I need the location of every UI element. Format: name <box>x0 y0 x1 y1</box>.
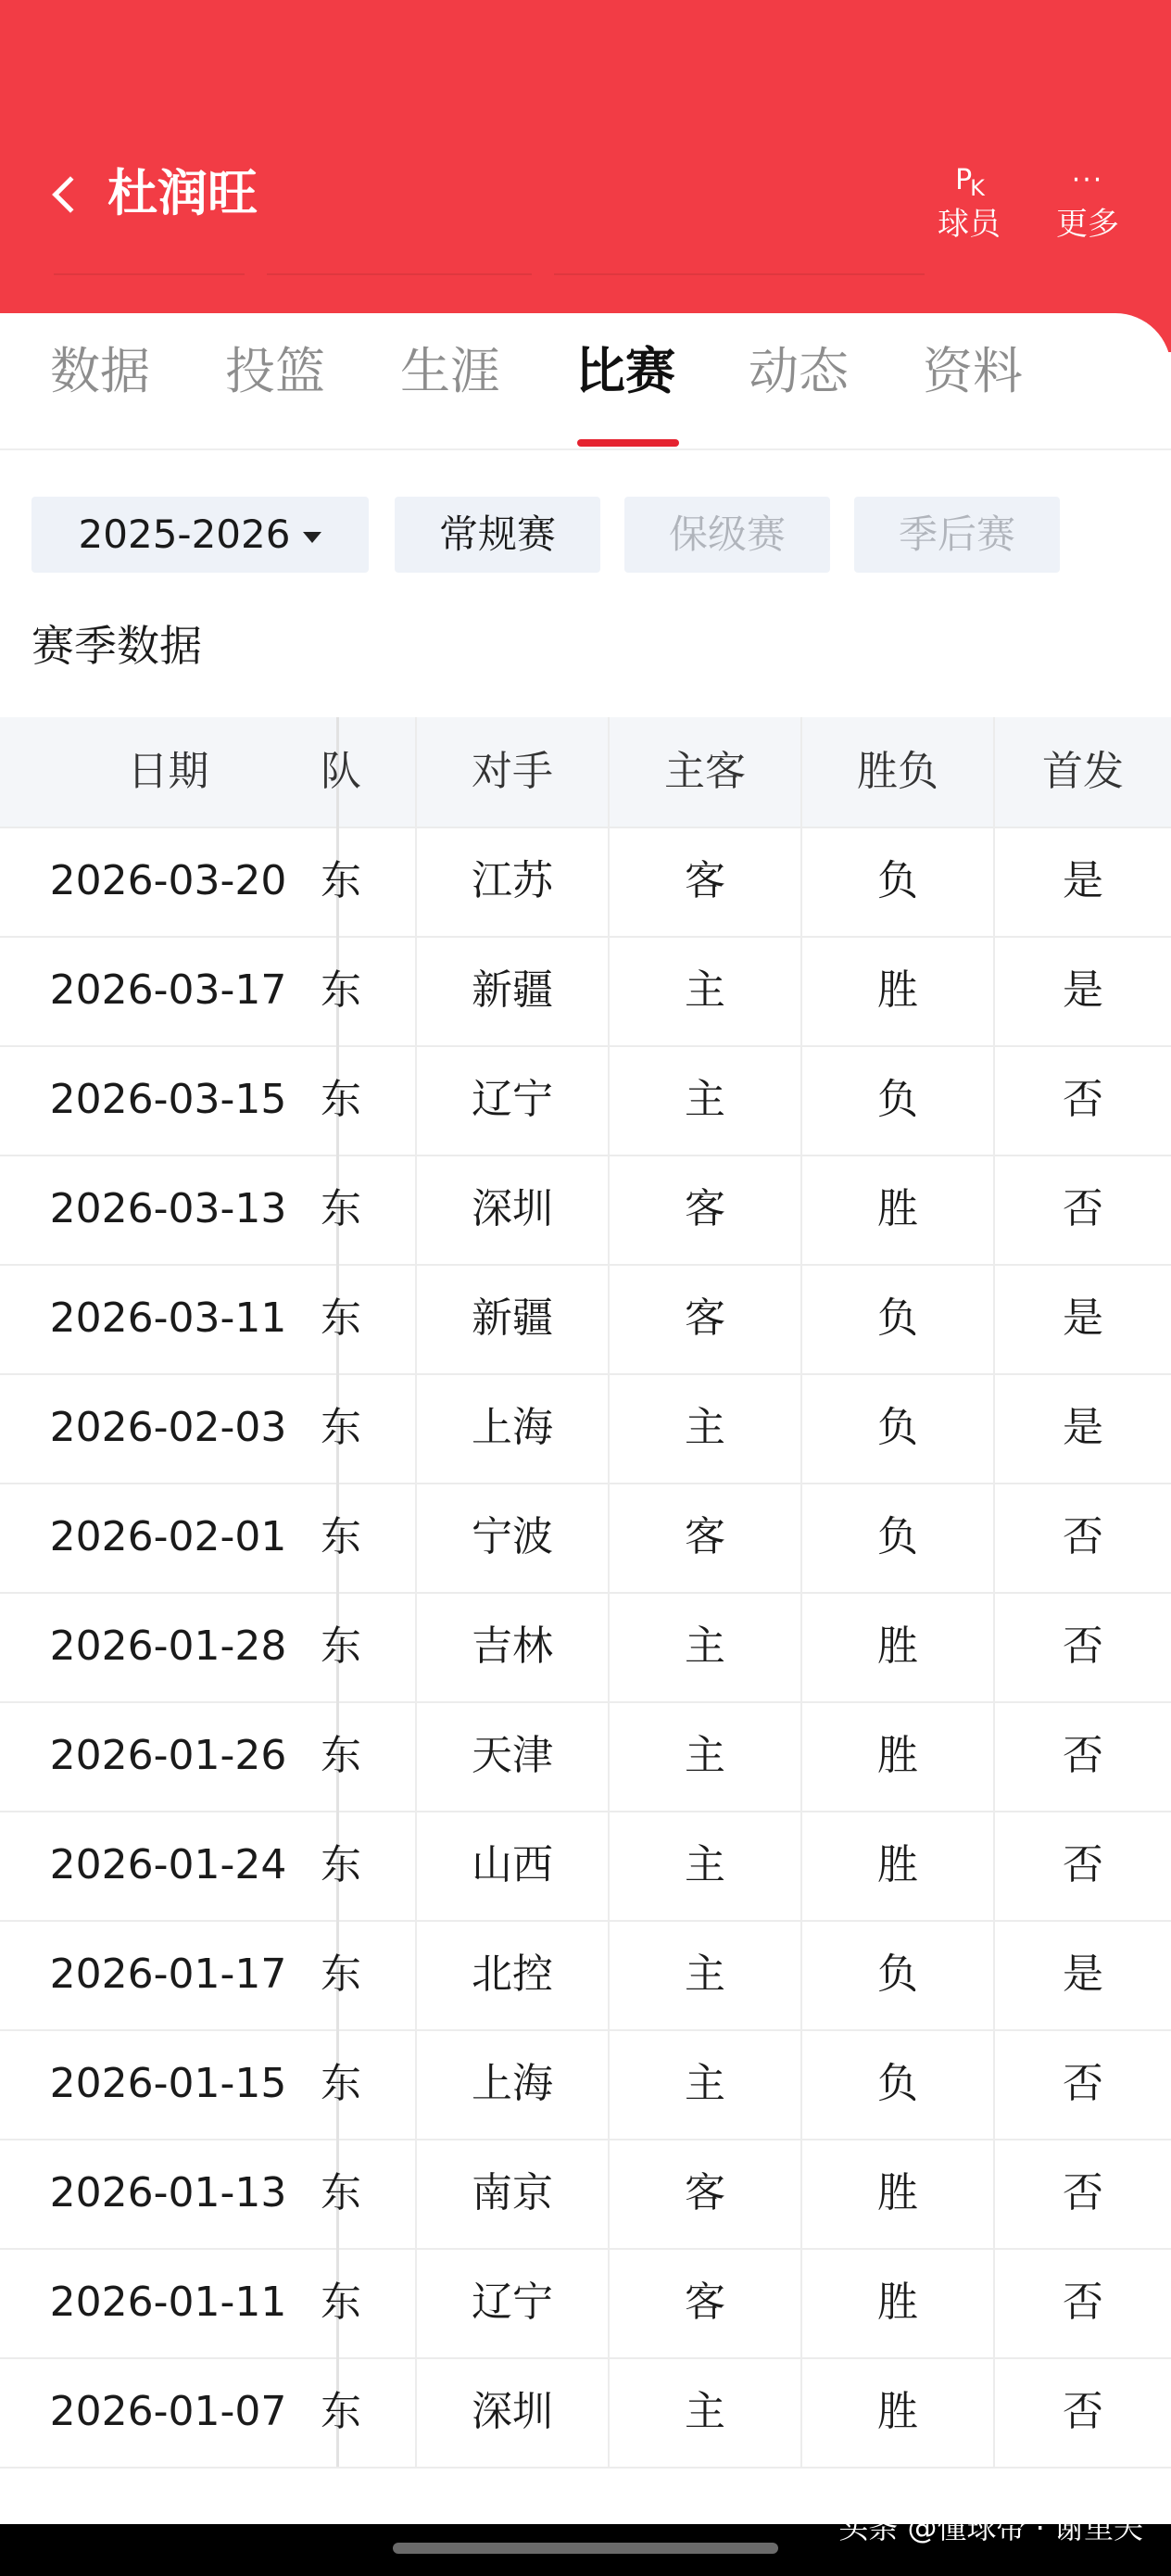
starter-cell: 否 <box>1063 1623 1103 1670</box>
tab-profile[interactable]: 资料 <box>923 342 1023 400</box>
starter-cell: 否 <box>1063 2060 1103 2107</box>
content-sheet <box>0 313 1171 2576</box>
home-away-cell: 客 <box>610 1264 802 1373</box>
team-cell: 东 <box>339 2139 417 2248</box>
opponent-cell: 上海 <box>417 1373 610 1483</box>
table-row[interactable] <box>0 1045 1171 1156</box>
starter-cell: 否 <box>1063 2279 1103 2326</box>
starter-cell: 否 <box>1063 1076 1103 1123</box>
opponent-cell: 南京 <box>417 2139 610 2248</box>
table-row[interactable] <box>0 1373 1171 1484</box>
date-cell: 2026-03-13 <box>0 1155 339 1264</box>
date-cell: 2026-01-28 <box>0 1592 339 1701</box>
team-cell: 东 <box>339 1155 417 1264</box>
table-row[interactable] <box>0 936 1171 1047</box>
team-cell: 东 <box>339 1920 417 2029</box>
result-cell: 胜 <box>802 1155 995 1264</box>
home-away-cell: 主 <box>610 936 802 1045</box>
home-away-cell: 主 <box>610 2357 802 2467</box>
result-cell: 胜 <box>802 2357 995 2467</box>
starter-cell: 否 <box>1063 1513 1103 1560</box>
table-row[interactable] <box>0 2357 1171 2469</box>
header-divider <box>267 273 532 275</box>
starter-cell: 否 <box>1063 2388 1103 2435</box>
team-cell: 东 <box>339 827 417 936</box>
opponent-cell: 新疆 <box>417 936 610 1045</box>
team-cell: 东 <box>339 936 417 1045</box>
opponent-cell: 上海 <box>417 2029 610 2139</box>
date-cell: 2026-03-17 <box>0 936 339 1045</box>
opponent-cell: 天津 <box>417 1701 610 1811</box>
home-away-cell: 客 <box>610 827 802 936</box>
date-cell: 2026-03-11 <box>0 1264 339 1373</box>
opponent-cell: 深圳 <box>417 2357 610 2467</box>
result-cell: 负 <box>802 1483 995 1592</box>
filter-playoffs[interactable]: 季后赛 <box>854 497 1060 573</box>
home-indicator[interactable] <box>393 2543 778 2554</box>
team-cell: 东 <box>339 1483 417 1592</box>
season-selector[interactable] <box>31 497 369 573</box>
home-away-cell: 主 <box>610 1811 802 1920</box>
result-cell: 胜 <box>802 936 995 1045</box>
team-cell: 东 <box>339 1264 417 1373</box>
table-header-row <box>0 717 1171 828</box>
team-cell: 东 <box>339 1701 417 1811</box>
tab-games[interactable]: 比赛 <box>575 342 675 400</box>
table-row[interactable] <box>0 1920 1171 2031</box>
opponent-cell: 深圳 <box>417 1155 610 1264</box>
col-header-result: 胜负 <box>802 717 995 827</box>
result-cell: 负 <box>802 1920 995 2029</box>
result-cell: 负 <box>802 2029 995 2139</box>
opponent-cell: 辽宁 <box>417 2248 610 2357</box>
date-cell: 2026-02-03 <box>0 1373 339 1483</box>
active-tab-indicator <box>577 439 679 447</box>
pk-icon: $P_K$ <box>955 164 983 201</box>
result-cell: 负 <box>802 1045 995 1155</box>
date-cell: 2026-01-26 <box>0 1701 339 1811</box>
season-value: 2025-2026 <box>78 511 291 557</box>
col-header-starter: 首发 <box>1042 748 1124 795</box>
app-header <box>0 0 1171 352</box>
starter-cell: 否 <box>1063 1185 1103 1232</box>
table-row[interactable] <box>0 1701 1171 1812</box>
result-cell: 负 <box>802 1373 995 1483</box>
back-arrow-icon[interactable] <box>52 176 89 213</box>
starter-cell: 是 <box>1063 1404 1103 1451</box>
result-cell: 负 <box>802 827 995 936</box>
col-header-team: 队 <box>339 717 417 827</box>
starter-cell: 否 <box>1063 2169 1103 2216</box>
more-icon: ··· <box>1071 164 1104 196</box>
result-cell: 胜 <box>802 2248 995 2357</box>
table-row[interactable] <box>0 2029 1171 2140</box>
opponent-cell: 吉林 <box>417 1592 610 1701</box>
home-away-cell: 主 <box>610 1592 802 1701</box>
date-cell: 2026-01-13 <box>0 2139 339 2248</box>
pk-label: 球员 <box>938 206 1001 243</box>
tab-career[interactable]: 生涯 <box>400 342 500 400</box>
more-label: 更多 <box>1056 206 1119 243</box>
home-away-cell: 主 <box>610 1701 802 1811</box>
date-cell: 2026-03-20 <box>0 827 339 936</box>
dropdown-caret-icon <box>303 532 321 543</box>
result-cell: 胜 <box>802 1701 995 1811</box>
date-cell: 2026-03-15 <box>0 1045 339 1155</box>
section-title: 赛季数据 <box>31 621 202 671</box>
opponent-cell: 北控 <box>417 1920 610 2029</box>
table-row[interactable] <box>0 2139 1171 2250</box>
col-header-opponent: 对手 <box>417 717 610 827</box>
result-cell: 胜 <box>802 1592 995 1701</box>
table-row[interactable] <box>0 2248 1171 2359</box>
team-cell: 东 <box>339 1373 417 1483</box>
date-cell: 2026-01-15 <box>0 2029 339 2139</box>
col-header-date: 日期 <box>0 717 339 827</box>
watermark: 头条 @懂球帝 · 谢里夫 <box>838 2510 1143 2545</box>
starter-cell: 是 <box>1063 966 1103 1014</box>
starter-cell: 是 <box>1063 857 1103 904</box>
result-cell: 负 <box>802 1264 995 1373</box>
tab-news[interactable]: 动态 <box>749 342 849 400</box>
filter-regular-season[interactable]: 常规赛 <box>395 497 600 573</box>
more-button[interactable] <box>1041 156 1134 243</box>
opponent-cell: 辽宁 <box>417 1045 610 1155</box>
starter-cell: 是 <box>1063 1294 1103 1342</box>
date-cell: 2026-01-24 <box>0 1811 339 1920</box>
home-away-cell: 主 <box>610 1045 802 1155</box>
home-away-cell: 客 <box>610 2248 802 2357</box>
team-cell: 东 <box>339 2029 417 2139</box>
date-cell: 2026-01-07 <box>0 2357 339 2467</box>
team-cell: 东 <box>339 2248 417 2357</box>
home-away-cell: 主 <box>610 2029 802 2139</box>
tab-shooting[interactable]: 投篮 <box>225 342 325 400</box>
home-away-cell: 客 <box>610 1155 802 1264</box>
date-cell: 2026-01-11 <box>0 2248 339 2357</box>
page-title: 杜润旺 <box>107 164 258 222</box>
col-header-home-away: 主客 <box>610 717 802 827</box>
date-cell: 2026-02-01 <box>0 1483 339 1592</box>
table-row[interactable] <box>0 1264 1171 1375</box>
home-away-cell: 客 <box>610 2139 802 2248</box>
team-cell: 东 <box>339 1045 417 1155</box>
home-away-cell: 主 <box>610 1373 802 1483</box>
tab-data[interactable]: 数据 <box>50 342 150 400</box>
team-cell: 东 <box>339 1811 417 1920</box>
pk-button[interactable] <box>923 156 1015 243</box>
header-divider <box>554 273 925 275</box>
header-divider <box>54 273 245 275</box>
opponent-cell: 江苏 <box>417 827 610 936</box>
opponent-cell: 新疆 <box>417 1264 610 1373</box>
date-cell: 2026-01-17 <box>0 1920 339 2029</box>
table-row[interactable] <box>0 827 1171 938</box>
tab-bar <box>0 313 1171 450</box>
starter-cell: 否 <box>1063 1732 1103 1779</box>
table-row[interactable] <box>0 1155 1171 1266</box>
filter-bar <box>0 497 1171 575</box>
home-away-cell: 客 <box>610 1483 802 1592</box>
result-cell: 胜 <box>802 2139 995 2248</box>
table-row[interactable] <box>0 1592 1171 1703</box>
table-row[interactable] <box>0 1811 1171 1922</box>
opponent-cell: 宁波 <box>417 1483 610 1592</box>
home-away-cell: 主 <box>610 1920 802 2029</box>
result-cell: 胜 <box>802 1811 995 1920</box>
filter-relegation[interactable]: 保级赛 <box>624 497 830 573</box>
starter-cell: 是 <box>1063 1951 1103 1998</box>
starter-cell: 否 <box>1063 1841 1103 1888</box>
opponent-cell: 山西 <box>417 1811 610 1920</box>
team-cell: 东 <box>339 1592 417 1701</box>
table-row[interactable] <box>0 1483 1171 1594</box>
team-cell: 东 <box>339 2357 417 2467</box>
